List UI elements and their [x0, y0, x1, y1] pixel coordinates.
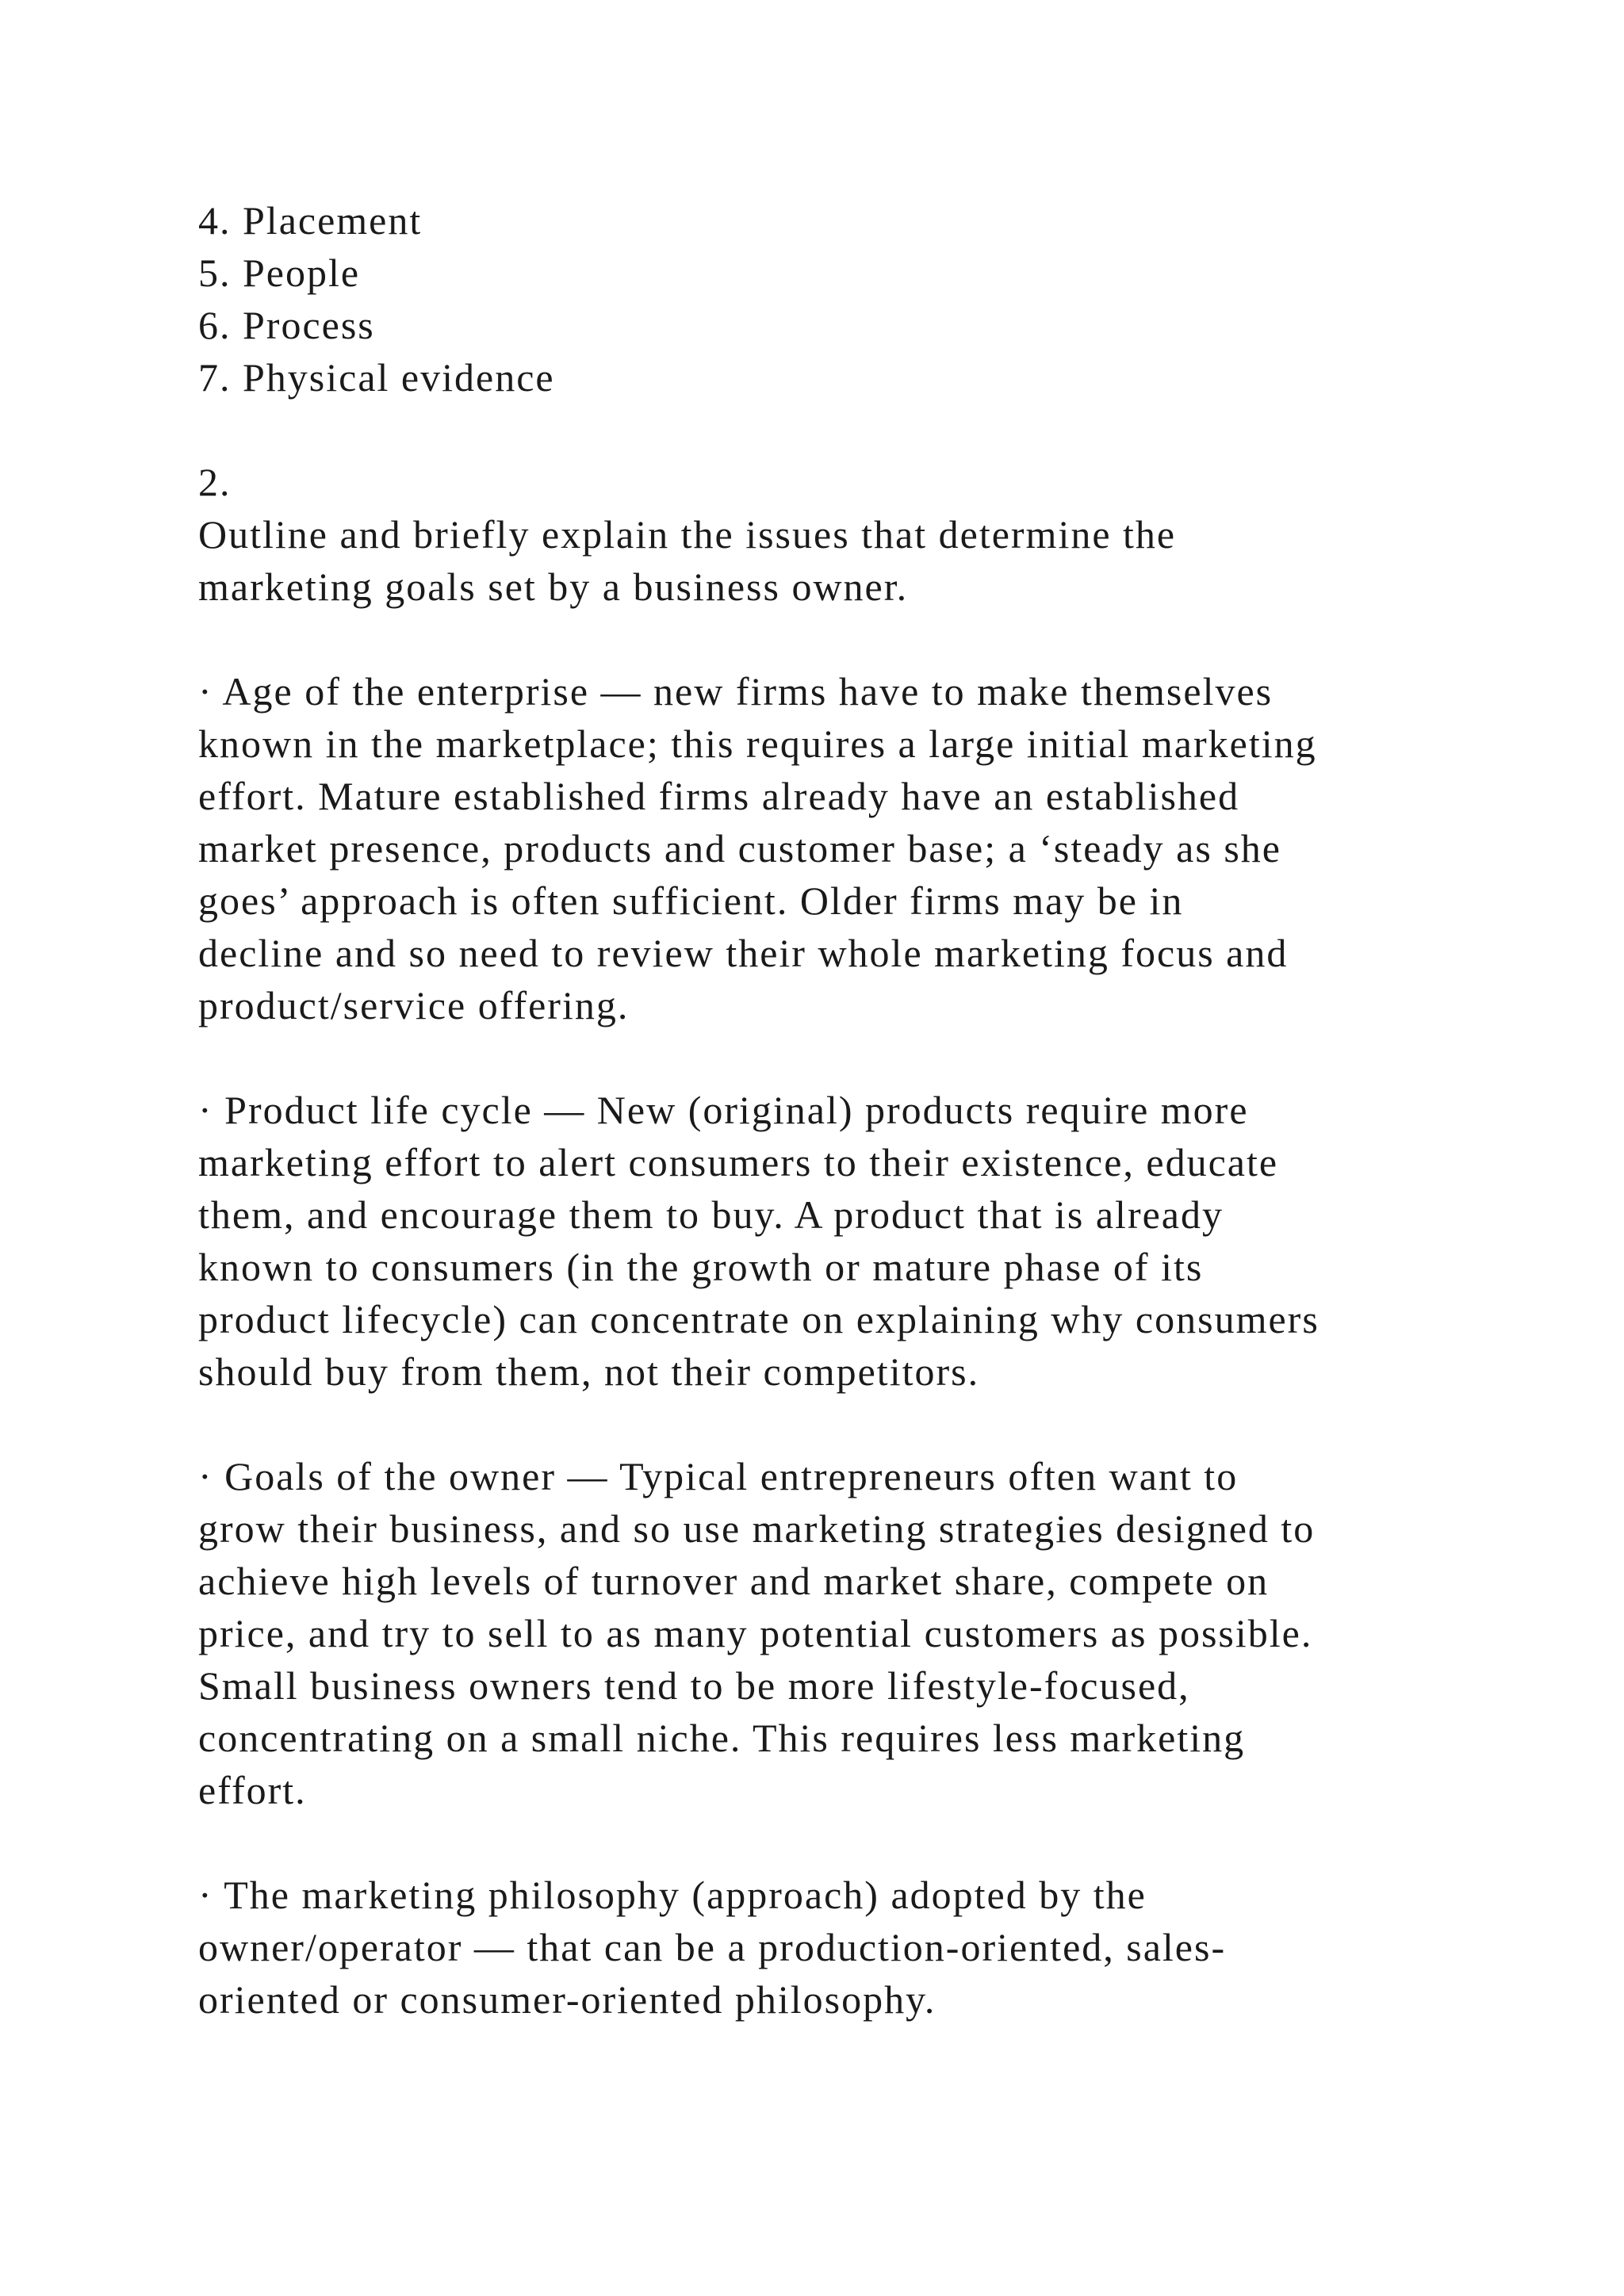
- paragraph-line: · Goals of the owner — Typical entrepreneurs often want to: [198, 1454, 1239, 1498]
- list-item: 7. Physical evidence: [198, 355, 555, 400]
- paragraph-line: grow their business, and so use marketing strategies designed to: [198, 1506, 1316, 1551]
- paragraph-line: Small business owners tend to be more lifestyle-focused,: [198, 1663, 1190, 1708]
- paragraph-line: them, and encourage them to buy. A product that is already: [198, 1192, 1224, 1237]
- paragraph-line: should buy from them, not their competitors.: [198, 1349, 980, 1394]
- list-item: 6. Process: [198, 303, 375, 347]
- question-number: 2.: [198, 460, 232, 504]
- paragraph-line: market presence, products and customer base; a ‘steady as she: [198, 826, 1281, 871]
- paragraph-line: · Age of the enterprise — new firms have to make themselves: [198, 669, 1274, 714]
- paragraph-line: · Product life cycle — New (original) products require more: [198, 1088, 1249, 1132]
- paragraph-line: marketing effort to alert consumers to their existence, educate: [198, 1140, 1279, 1184]
- paragraph-gap: [198, 404, 1499, 456]
- paragraph-line: decline and so need to review their whole marketing focus and: [198, 931, 1289, 975]
- paragraph-gap: [198, 1398, 1499, 1450]
- paragraph-line: achieve high levels of turnover and market share, compete on: [198, 1559, 1270, 1603]
- bullet-age-of-enterprise: [198, 665, 1499, 1031]
- bullet-product-life-cycle: [198, 1084, 1499, 1398]
- list-item: 4. Placement: [198, 198, 423, 243]
- paragraph-line: goes’ approach is often sufficient. Older firms may be in: [198, 878, 1184, 923]
- numbered-list: [198, 194, 1499, 404]
- question-text-line: marketing goals set by a business owner.: [198, 564, 909, 609]
- paragraph-line: concentrating on a small niche. This requires less marketing: [198, 1716, 1246, 1760]
- paragraph-line: owner/operator — that can be a production-oriented, sales-: [198, 1925, 1227, 1969]
- question-text-line: Outline and briefly explain the issues that determine the: [198, 512, 1177, 557]
- paragraph-line: · The marketing philosophy (approach) adopted by the: [198, 1873, 1147, 1917]
- paragraph-gap: [198, 1816, 1499, 1869]
- paragraph-gap: [198, 1031, 1499, 1084]
- paragraph-gap: [198, 613, 1499, 665]
- document-body: [198, 194, 1499, 2026]
- bullet-marketing-philosophy: [198, 1869, 1499, 2026]
- paragraph-line: product/service offering.: [198, 983, 630, 1027]
- paragraph-line: effort.: [198, 1768, 307, 1812]
- bullet-goals-of-owner: [198, 1450, 1499, 1816]
- paragraph-line: product lifecycle) can concentrate on explaining why consumers: [198, 1297, 1320, 1341]
- list-item: 5. People: [198, 251, 361, 295]
- question-block: [198, 456, 1499, 613]
- paragraph-line: known in the marketplace; this requires a large initial marketing: [198, 721, 1317, 766]
- paragraph-line: oriented or consumer-oriented philosophy.: [198, 1977, 936, 2022]
- paragraph-line: known to consumers (in the growth or mature phase of its: [198, 1245, 1204, 1289]
- paragraph-line: price, and try to sell to as many potential customers as possible.: [198, 1611, 1313, 1655]
- paragraph-line: effort. Mature established firms already have an established: [198, 774, 1240, 818]
